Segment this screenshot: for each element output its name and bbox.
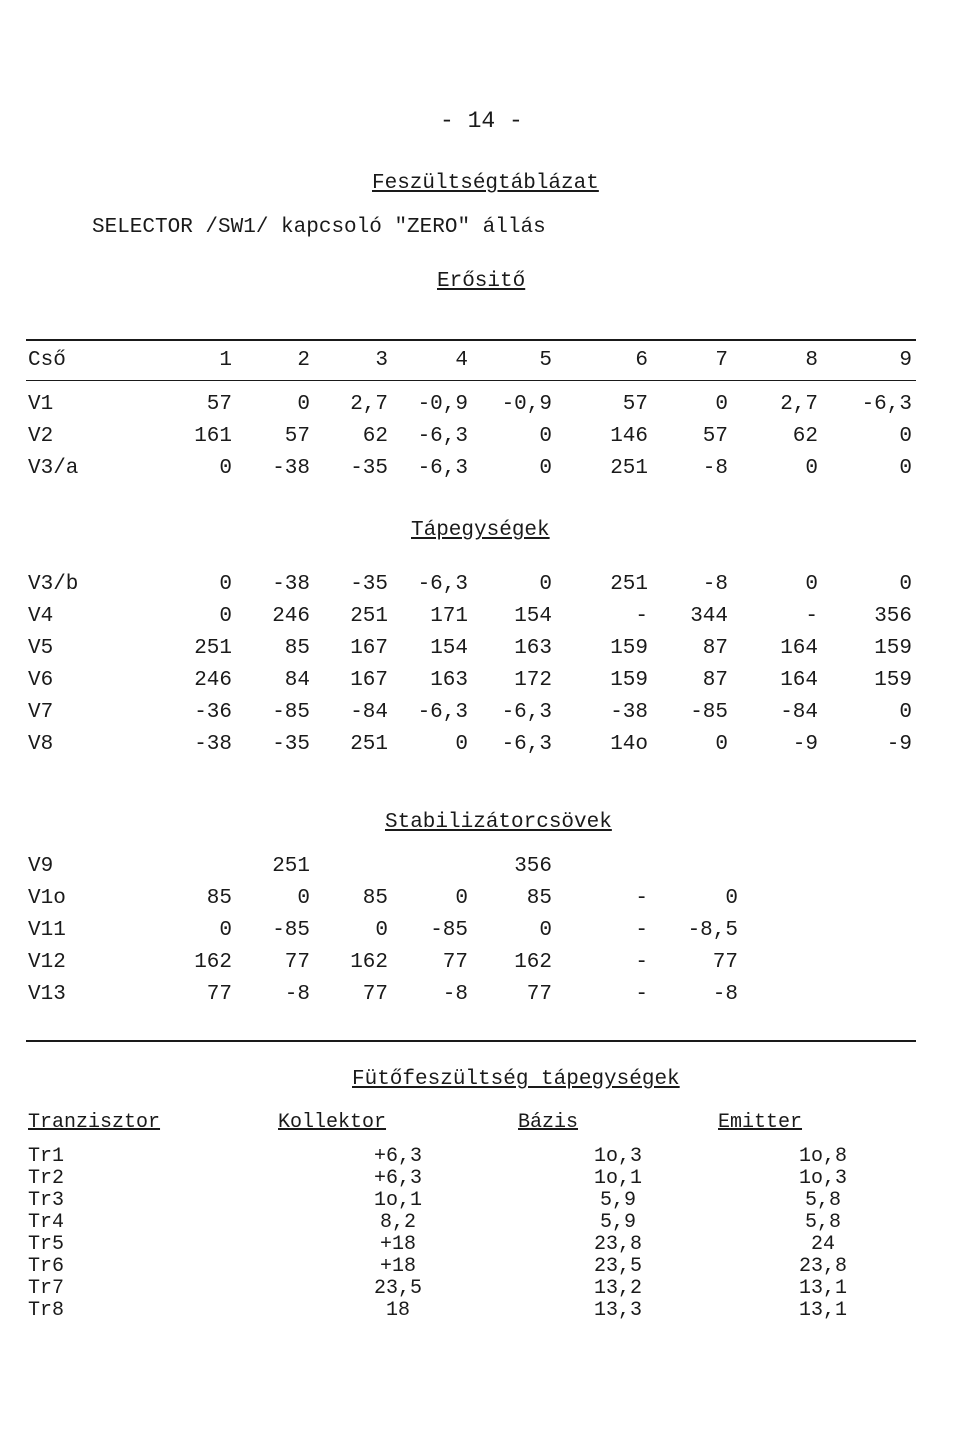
value-cell: - — [635, 604, 648, 628]
table-row — [28, 1234, 928, 1256]
column-header: 6 — [635, 348, 648, 372]
value-cell: 77 — [284, 950, 310, 974]
value-cell: - — [635, 918, 648, 942]
section-heading-heater-power: Fütőfeszültség tápegységek — [352, 1068, 680, 1091]
amplifier-table — [28, 388, 912, 484]
table-row — [28, 632, 912, 664]
value-cell — [108, 850, 232, 882]
table-header-row — [28, 1112, 928, 1146]
value-cell: 164 — [780, 636, 818, 660]
column-header: Cső — [28, 348, 66, 372]
row-label-cell: Tr3 — [28, 1189, 65, 1212]
value-cell: 246 — [272, 604, 310, 628]
row-label-cell: V3/b — [28, 572, 79, 596]
column-header: 4 — [455, 348, 468, 372]
value-cell: 0 — [375, 918, 388, 942]
value-cell: -85 — [690, 700, 728, 724]
row-label-cell: V8 — [28, 732, 54, 756]
section-heading-amplifier: Erősitő — [437, 270, 526, 293]
value-cell: 163 — [514, 636, 552, 660]
value-cell — [388, 850, 468, 882]
value-cell: -8 — [442, 982, 468, 1006]
stabilizer-tubes-table — [28, 850, 738, 1010]
amplifier-header-table — [28, 344, 912, 376]
value-cell: 246 — [194, 668, 232, 692]
value-cell: 146 — [610, 424, 648, 448]
value-cell: 77 — [442, 950, 468, 974]
value-cell: 77 — [712, 950, 738, 974]
value-cell: -8 — [284, 982, 310, 1006]
table-row — [28, 728, 912, 760]
column-header: 2 — [297, 348, 310, 372]
value-cell: 162 — [350, 950, 388, 974]
value-cell: 161 — [194, 424, 232, 448]
column-header: Kollektor — [278, 1111, 387, 1134]
value-cell: 0 — [715, 392, 728, 416]
row-label-cell: Tr2 — [28, 1167, 65, 1190]
column-header: 7 — [715, 348, 728, 372]
value-cell: 159 — [610, 636, 648, 660]
table-row — [28, 946, 738, 978]
value-cell: 85 — [526, 886, 552, 910]
value-cell: 2,7 — [780, 392, 818, 416]
page-number: - 14 - — [440, 108, 523, 134]
value-cell: 0 — [899, 700, 912, 724]
value-cell: -6,3 — [501, 700, 552, 724]
value-cell: +6,3 — [373, 1167, 422, 1190]
value-cell: -0,9 — [417, 392, 468, 416]
table-row — [28, 914, 738, 946]
value-cell: - — [635, 886, 648, 910]
value-cell: 57 — [702, 424, 728, 448]
section-heading-power-units: Tápegységek — [411, 519, 550, 542]
row-label-cell: Tr7 — [28, 1277, 65, 1300]
value-cell: 77 — [206, 982, 232, 1006]
row-label-cell: Tr1 — [28, 1145, 65, 1168]
table-row — [28, 850, 738, 882]
table-row — [28, 1190, 928, 1212]
value-cell: 84 — [284, 668, 310, 692]
row-label-cell: V1 — [28, 392, 54, 416]
value-cell: 0 — [297, 886, 310, 910]
value-cell: 1o,3 — [798, 1167, 847, 1190]
value-cell: 13,1 — [798, 1277, 847, 1300]
value-cell: -8,5 — [687, 918, 738, 942]
value-cell: 251 — [272, 854, 310, 878]
value-cell: -6,3 — [417, 700, 468, 724]
value-cell: 154 — [430, 636, 468, 660]
row-label-cell: V2 — [28, 424, 54, 448]
value-cell: 1o,8 — [798, 1145, 847, 1168]
value-cell: 0 — [539, 918, 552, 942]
value-cell: 1o,1 — [593, 1167, 642, 1190]
value-cell: 251 — [610, 456, 648, 480]
row-label-cell: V12 — [28, 950, 66, 974]
value-cell: -6,3 — [861, 392, 912, 416]
row-label-cell: Tr8 — [28, 1299, 65, 1322]
value-cell: 159 — [874, 636, 912, 660]
value-cell: 0 — [539, 456, 552, 480]
value-cell: -84 — [350, 700, 388, 724]
value-cell: 8,2 — [379, 1211, 416, 1234]
section-divider-rule — [26, 1040, 916, 1042]
value-cell: 62 — [792, 424, 818, 448]
value-cell: -6,3 — [417, 456, 468, 480]
value-cell: 0 — [455, 886, 468, 910]
value-cell: 85 — [206, 886, 232, 910]
row-label-cell: V7 — [28, 700, 54, 724]
table-row — [28, 420, 912, 452]
column-header: 5 — [539, 348, 552, 372]
power-units-table — [28, 568, 912, 760]
table-top-rule — [26, 339, 916, 341]
value-cell: 0 — [539, 424, 552, 448]
page-title: Feszültségtáblázat — [372, 172, 599, 195]
column-header: 9 — [899, 348, 912, 372]
value-cell: 5,9 — [599, 1189, 636, 1212]
value-cell: 0 — [715, 732, 728, 756]
value-cell: -85 — [272, 700, 310, 724]
value-cell: 57 — [284, 424, 310, 448]
table-row — [28, 600, 912, 632]
value-cell: -8 — [702, 456, 728, 480]
value-cell: 0 — [455, 732, 468, 756]
value-cell: 0 — [219, 456, 232, 480]
value-cell: -36 — [194, 700, 232, 724]
value-cell: -0,9 — [501, 392, 552, 416]
value-cell: 0 — [899, 424, 912, 448]
table-row — [28, 1300, 928, 1322]
value-cell: 251 — [350, 604, 388, 628]
value-cell: 24 — [810, 1233, 835, 1256]
column-header: Emitter — [718, 1111, 803, 1134]
value-cell: +18 — [379, 1233, 416, 1256]
value-cell: -85 — [430, 918, 468, 942]
value-cell: 5,8 — [804, 1211, 841, 1234]
value-cell: 85 — [362, 886, 388, 910]
value-cell: 356 — [514, 854, 552, 878]
value-cell: 0 — [805, 572, 818, 596]
value-cell: -8 — [702, 572, 728, 596]
row-label-cell: V9 — [28, 854, 54, 878]
value-cell: 356 — [874, 604, 912, 628]
value-cell: 167 — [350, 636, 388, 660]
value-cell: 57 — [206, 392, 232, 416]
table-row — [28, 1168, 928, 1190]
value-cell: -85 — [272, 918, 310, 942]
value-cell: -35 — [350, 456, 388, 480]
table-row — [28, 1256, 928, 1278]
value-cell: 18 — [385, 1299, 410, 1322]
value-cell: -35 — [272, 732, 310, 756]
table-row — [28, 568, 912, 600]
value-cell: -6,3 — [417, 424, 468, 448]
value-cell: 62 — [362, 424, 388, 448]
value-cell: 163 — [430, 668, 468, 692]
value-cell: 23,5 — [593, 1255, 642, 1278]
value-cell: -38 — [272, 456, 310, 480]
row-label-cell: V5 — [28, 636, 54, 660]
value-cell: 159 — [610, 668, 648, 692]
table-row — [28, 664, 912, 696]
value-cell — [310, 850, 388, 882]
row-label-cell: V11 — [28, 918, 66, 942]
value-cell: 154 — [514, 604, 552, 628]
value-cell: 0 — [219, 572, 232, 596]
value-cell: -38 — [610, 700, 648, 724]
value-cell: -38 — [194, 732, 232, 756]
value-cell: 0 — [539, 572, 552, 596]
row-label-cell: V1o — [28, 886, 66, 910]
value-cell: -6,3 — [501, 732, 552, 756]
value-cell: 13,2 — [593, 1277, 642, 1300]
value-cell: 162 — [194, 950, 232, 974]
value-cell — [552, 850, 648, 882]
row-label-cell: Tr6 — [28, 1255, 65, 1278]
value-cell: - — [805, 604, 818, 628]
value-cell: -8 — [712, 982, 738, 1006]
value-cell: 0 — [297, 392, 310, 416]
value-cell: 23,8 — [593, 1233, 642, 1256]
table-row — [28, 452, 912, 484]
page-subtitle: SELECTOR /SW1/ kapcsoló "ZERO" állás — [92, 216, 546, 239]
value-cell: 1o,3 — [593, 1145, 642, 1168]
table-row — [28, 696, 912, 728]
value-cell: 23,5 — [373, 1277, 422, 1300]
value-cell: - — [635, 982, 648, 1006]
value-cell: +6,3 — [373, 1145, 422, 1168]
row-label-cell: V3/a — [28, 456, 79, 480]
value-cell: 2,7 — [350, 392, 388, 416]
value-cell: 0 — [219, 918, 232, 942]
value-cell: 85 — [284, 636, 310, 660]
value-cell: 344 — [690, 604, 728, 628]
value-cell: 167 — [350, 668, 388, 692]
value-cell: 5,9 — [599, 1211, 636, 1234]
column-header: 3 — [375, 348, 388, 372]
value-cell: -38 — [272, 572, 310, 596]
header-underline-rule — [26, 380, 916, 381]
table-row — [28, 1146, 928, 1168]
value-cell: -84 — [780, 700, 818, 724]
value-cell: 0 — [725, 886, 738, 910]
value-cell: 13,1 — [798, 1299, 847, 1322]
value-cell: 14o — [610, 732, 648, 756]
row-label-cell: V4 — [28, 604, 54, 628]
table-row — [28, 978, 738, 1010]
value-cell: 23,8 — [798, 1255, 847, 1278]
value-cell: 57 — [622, 392, 648, 416]
table-header-row — [28, 344, 912, 376]
column-header: Tranzisztor — [28, 1111, 161, 1134]
value-cell: 77 — [526, 982, 552, 1006]
row-label-cell: Tr5 — [28, 1233, 65, 1256]
value-cell — [648, 850, 738, 882]
table-row — [28, 882, 738, 914]
value-cell: -9 — [792, 732, 818, 756]
section-heading-stabilizer-tubes: Stabilizátorcsövek — [385, 811, 612, 834]
value-cell: 0 — [899, 456, 912, 480]
table-row — [28, 1278, 928, 1300]
value-cell: -6,3 — [417, 572, 468, 596]
column-header: 1 — [219, 348, 232, 372]
row-label-cell: V13 — [28, 982, 66, 1006]
value-cell: 1o,1 — [373, 1189, 422, 1212]
value-cell: 251 — [194, 636, 232, 660]
value-cell: 87 — [702, 636, 728, 660]
column-header: Bázis — [518, 1111, 579, 1134]
value-cell: 0 — [805, 456, 818, 480]
value-cell: 251 — [610, 572, 648, 596]
value-cell: 171 — [430, 604, 468, 628]
value-cell: 87 — [702, 668, 728, 692]
value-cell: 164 — [780, 668, 818, 692]
value-cell: - — [635, 950, 648, 974]
value-cell: 162 — [514, 950, 552, 974]
value-cell: 159 — [874, 668, 912, 692]
value-cell: 13,3 — [593, 1299, 642, 1322]
value-cell: 77 — [362, 982, 388, 1006]
column-header: 8 — [805, 348, 818, 372]
value-cell: +18 — [379, 1255, 416, 1278]
heater-power-table — [28, 1112, 928, 1322]
value-cell: -35 — [350, 572, 388, 596]
table-row — [28, 1212, 928, 1234]
value-cell: 172 — [514, 668, 552, 692]
value-cell: 5,8 — [804, 1189, 841, 1212]
value-cell: -9 — [886, 732, 912, 756]
table-row — [28, 388, 912, 420]
row-label-cell: V6 — [28, 668, 54, 692]
value-cell: 0 — [899, 572, 912, 596]
row-label-cell: Tr4 — [28, 1211, 65, 1234]
value-cell: 0 — [219, 604, 232, 628]
value-cell: 251 — [350, 732, 388, 756]
